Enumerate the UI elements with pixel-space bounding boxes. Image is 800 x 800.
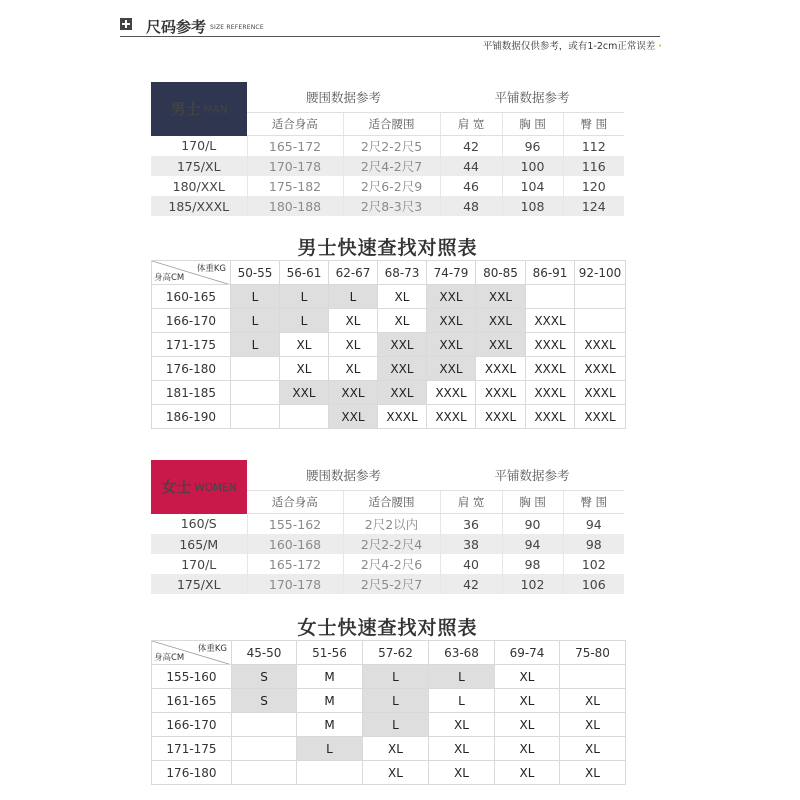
men-size-result-cell (231, 381, 280, 405)
men-height-header: 160-165 (152, 285, 231, 309)
women-size-result-cell: XL (363, 761, 429, 785)
men-size-result-cell: XL (329, 333, 378, 357)
women-size-row (151, 574, 624, 594)
women-size-result-cell: L (363, 713, 429, 737)
men-size-cell: 2尺6-2尺9 (343, 176, 440, 196)
women-lookup-row (152, 713, 626, 737)
women-size-result-cell: XL (495, 713, 560, 737)
men-size-cell: 96 (502, 136, 563, 157)
women-lookup-row (152, 689, 626, 713)
men-grid-corner (152, 261, 231, 285)
women-size-cell: 175/XL (151, 574, 247, 594)
men-size-result-cell: XXXL (378, 405, 427, 429)
men-size-result-cell (526, 285, 575, 309)
women-subhead-waist: 适合腰围 (343, 491, 440, 514)
women-subhead-hip: 臀 围 (563, 491, 624, 514)
women-size-result-cell (232, 761, 297, 785)
men-lookup-row (152, 405, 626, 429)
men-size-result-cell: XXXL (575, 357, 626, 381)
women-size-cell: 165-172 (247, 554, 343, 574)
women-badge-cn: 女士 (161, 478, 192, 497)
men-size-result-cell: L (280, 285, 329, 309)
women-size-result-cell: M (297, 713, 363, 737)
women-size-cell: 94 (563, 514, 624, 535)
men-badge-en: MAN (203, 104, 228, 117)
men-size-result-cell (575, 285, 626, 309)
women-size-result-cell: XL (495, 665, 560, 689)
women-height-header: 166-170 (152, 713, 232, 737)
men-size-result-cell: XL (329, 309, 378, 333)
women-weight-header: 69-74 (495, 641, 560, 665)
women-subhead-height: 适合身高 (247, 491, 343, 514)
women-size-cell: 2尺5-2尺7 (343, 574, 440, 594)
height-axis-label: 身高CM (154, 653, 185, 663)
women-size-result-cell: XL (560, 761, 626, 785)
men-size-cell: 120 (563, 176, 624, 196)
men-flat-group-header: 平铺数据参考 (440, 82, 624, 113)
women-size-result-cell: L (429, 665, 495, 689)
men-size-cell: 42 (440, 136, 502, 157)
men-size-cell: 180/XXL (172, 178, 225, 194)
men-size-result-cell: XXL (280, 381, 329, 405)
men-size-result-cell: XXXL (526, 357, 575, 381)
men-lookup-grid (151, 260, 626, 429)
height-axis-label: 身高CM (154, 273, 185, 283)
men-size-cell: 170/L (181, 138, 217, 154)
women-size-result-cell: XL (560, 713, 626, 737)
women-size-cell: 38 (440, 534, 502, 554)
men-size-result-cell: XL (378, 309, 427, 333)
women-size-result-cell: XL (429, 713, 495, 737)
women-grid-corner (152, 641, 232, 665)
men-size-result-cell (231, 357, 280, 381)
women-weight-header: 45-50 (232, 641, 297, 665)
women-size-cell: 2尺2以内 (343, 514, 440, 535)
men-size-result-cell: XL (378, 285, 427, 309)
men-height-header: 176-180 (152, 357, 231, 381)
men-size-result-cell: XXXL (526, 381, 575, 405)
men-size-cell: 2尺4-2尺7 (343, 156, 440, 176)
women-size-cell: 36 (440, 514, 502, 535)
women-height-header: 161-165 (152, 689, 232, 713)
men-size-cell: 175/XL (151, 156, 247, 176)
men-size-result-cell: XL (280, 357, 329, 381)
women-size-result-cell: S (232, 665, 297, 689)
men-size-cell: 100 (502, 156, 563, 176)
section-header (120, 14, 660, 36)
men-size-result-cell: XXL (427, 333, 476, 357)
women-size-result-cell (232, 737, 297, 761)
men-size-result-cell: XXL (329, 405, 378, 429)
women-size-row (151, 534, 624, 554)
women-height-header: 155-160 (152, 665, 232, 689)
men-size-result-cell (231, 405, 280, 429)
women-size-result-cell: L (297, 737, 363, 761)
men-size-result-cell (575, 309, 626, 333)
men-size-cell: 170-178 (247, 156, 343, 176)
women-size-cell: 40 (440, 554, 502, 574)
women-size-result-cell: XL (363, 737, 429, 761)
men-size-result-cell: L (231, 309, 280, 333)
women-size-cell: 2尺4-2尺6 (343, 554, 440, 574)
women-size-result-cell: XL (429, 737, 495, 761)
men-lookup-row (152, 285, 626, 309)
men-lookup-row (152, 357, 626, 381)
men-lookup-row (152, 309, 626, 333)
men-size-row (151, 196, 624, 216)
men-weight-header: 80-85 (476, 261, 526, 285)
men-size-result-cell: L (231, 333, 280, 357)
women-size-cell: 102 (502, 574, 563, 594)
women-subhead-chest: 胸 围 (502, 491, 563, 514)
plus-square-icon (120, 18, 132, 32)
women-size-result-cell: XL (495, 737, 560, 761)
header-divider (120, 36, 660, 37)
bullet-icon: · (658, 41, 662, 52)
women-size-result-cell: L (363, 665, 429, 689)
men-size-cell: 46 (440, 176, 502, 196)
women-flat-group-header: 平铺数据参考 (440, 460, 624, 491)
header-title: 尺码参考 (146, 18, 207, 36)
women-size-cell: 165/M (151, 534, 247, 554)
men-size-result-cell: XXXL (476, 357, 526, 381)
men-size-result-cell: XXL (378, 381, 427, 405)
men-size-result-cell: XXL (427, 309, 476, 333)
men-size-result-cell: XXXL (575, 333, 626, 357)
women-lookup-grid (151, 640, 626, 785)
men-weight-header: 74-79 (427, 261, 476, 285)
men-weight-header: 68-73 (378, 261, 427, 285)
women-size-table (151, 460, 624, 594)
women-size-result-cell: L (429, 689, 495, 713)
men-size-cell: 112 (563, 136, 624, 157)
header-subtitle: SIZE REFERENCE (210, 24, 264, 31)
women-lookup-row (152, 761, 626, 785)
men-badge-cn: 男士 (170, 100, 201, 119)
men-size-result-cell: XXL (378, 357, 427, 381)
men-size-result-cell: XXXL (427, 405, 476, 429)
women-size-cell: 2尺2-2尺4 (343, 534, 440, 554)
women-lookup-row (152, 737, 626, 761)
men-size-cell: 44 (440, 156, 502, 176)
men-size-cell: 124 (563, 196, 624, 216)
men-size-cell: 185/XXXL (151, 196, 247, 216)
men-size-result-cell (280, 405, 329, 429)
women-lookup-row (152, 665, 626, 689)
men-subhead-height: 适合身高 (247, 113, 343, 136)
men-height-header: 166-170 (152, 309, 231, 333)
men-weight-header: 92-100 (575, 261, 626, 285)
women-size-cell: 42 (440, 574, 502, 594)
women-size-cell: 102 (563, 554, 624, 574)
men-size-result-cell: L (329, 285, 378, 309)
men-size-result-cell: XXXL (526, 333, 575, 357)
men-size-cell: 2尺8-3尺3 (343, 196, 440, 216)
men-size-result-cell: XXXL (575, 381, 626, 405)
men-size-result-cell: XXL (378, 333, 427, 357)
men-size-result-cell: XXL (427, 285, 476, 309)
weight-axis-label: 体重KG (197, 644, 227, 654)
men-weight-header: 62-67 (329, 261, 378, 285)
men-subhead-shoulder: 肩 宽 (440, 113, 502, 136)
women-badge (151, 460, 247, 514)
women-size-cell: 170/L (181, 556, 217, 572)
women-size-result-cell: XL (495, 689, 560, 713)
men-size-result-cell: XXL (427, 357, 476, 381)
women-badge-en: WOMEN (194, 482, 237, 495)
women-size-cell: 160/S (180, 516, 217, 532)
men-size-row (151, 156, 624, 176)
men-size-cell: 180-188 (247, 196, 343, 216)
men-size-cell: 165-172 (247, 136, 343, 157)
men-size-result-cell: XXL (476, 285, 526, 309)
men-size-result-cell: XXL (476, 333, 526, 357)
women-size-cell: 155-162 (247, 514, 343, 535)
women-size-result-cell: L (363, 689, 429, 713)
women-waist-group-header: 腰围数据参考 (247, 460, 440, 491)
women-size-result-cell: S (232, 689, 297, 713)
men-size-result-cell: XXL (329, 381, 378, 405)
women-size-result-cell: XL (560, 737, 626, 761)
women-size-result-cell: XL (429, 761, 495, 785)
men-size-row (151, 176, 624, 196)
women-size-row (151, 554, 624, 574)
men-lookup-row (152, 381, 626, 405)
men-size-result-cell: L (231, 285, 280, 309)
women-size-result-cell (297, 761, 363, 785)
women-height-header: 176-180 (152, 761, 232, 785)
men-size-result-cell: XXXL (526, 405, 575, 429)
men-size-result-cell: XXXL (476, 405, 526, 429)
men-size-result-cell: XXL (476, 309, 526, 333)
women-weight-header: 75-80 (560, 641, 626, 665)
men-lookup-row (152, 333, 626, 357)
women-size-row (151, 514, 624, 535)
men-size-result-cell: XL (280, 333, 329, 357)
women-size-cell: 90 (502, 514, 563, 535)
men-waist-group-header: 腰围数据参考 (247, 82, 440, 113)
women-height-header: 171-175 (152, 737, 232, 761)
men-size-cell: 116 (563, 156, 624, 176)
women-size-result-cell: M (297, 689, 363, 713)
women-size-result-cell (560, 665, 626, 689)
women-subhead-shoulder: 肩 宽 (440, 491, 502, 514)
men-size-cell: 104 (502, 176, 563, 196)
men-subhead-hip: 臀 围 (563, 113, 624, 136)
women-weight-header: 57-62 (363, 641, 429, 665)
men-badge (151, 82, 247, 136)
women-size-cell: 98 (502, 554, 563, 574)
men-height-header: 181-185 (152, 381, 231, 405)
weight-axis-label: 体重KG (196, 264, 226, 274)
men-subhead-chest: 胸 围 (502, 113, 563, 136)
men-subhead-waist: 适合腰围 (343, 113, 440, 136)
men-height-header: 171-175 (152, 333, 231, 357)
men-size-row (151, 136, 624, 157)
measurement-note (470, 38, 662, 52)
women-weight-header: 63-68 (429, 641, 495, 665)
men-size-result-cell: XXXL (575, 405, 626, 429)
men-weight-header: 50-55 (231, 261, 280, 285)
women-size-cell: 160-168 (247, 534, 343, 554)
women-size-cell: 170-178 (247, 574, 343, 594)
men-size-cell: 175-182 (247, 176, 343, 196)
men-size-cell: 108 (502, 196, 563, 216)
men-size-cell: 48 (440, 196, 502, 216)
men-size-cell: 2尺2-2尺5 (343, 136, 440, 157)
men-size-result-cell: XL (329, 357, 378, 381)
women-weight-header: 51-56 (297, 641, 363, 665)
women-size-result-cell (232, 713, 297, 737)
note-text: 平铺数据仅供参考，或有1-2cm正常误差 (482, 41, 656, 52)
men-height-header: 186-190 (152, 405, 231, 429)
men-size-result-cell: XXXL (476, 381, 526, 405)
women-lookup-title: 女士快速查找对照表 (297, 617, 478, 639)
men-size-table (151, 82, 624, 216)
women-size-result-cell: M (297, 665, 363, 689)
men-weight-header: 86-91 (526, 261, 575, 285)
men-size-result-cell: XXXL (427, 381, 476, 405)
women-size-result-cell: XL (560, 689, 626, 713)
women-size-cell: 106 (563, 574, 624, 594)
women-size-cell: 94 (502, 534, 563, 554)
men-size-result-cell: L (280, 309, 329, 333)
men-lookup-title: 男士快速查找对照表 (297, 237, 478, 259)
women-size-result-cell: XL (495, 761, 560, 785)
men-weight-header: 56-61 (280, 261, 329, 285)
men-size-result-cell: XXXL (526, 309, 575, 333)
women-size-cell: 98 (563, 534, 624, 554)
